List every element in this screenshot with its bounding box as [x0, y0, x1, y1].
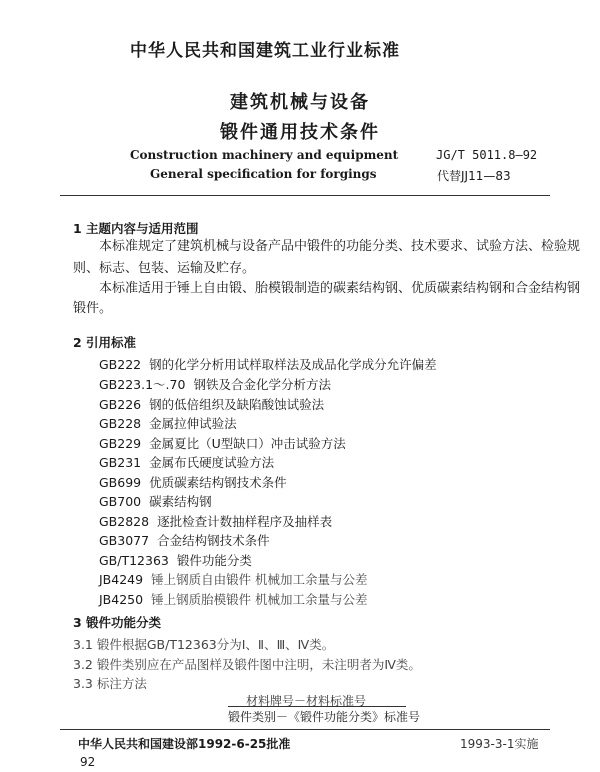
section-2-heading: 2 引用标准	[73, 335, 137, 350]
effective-date: 1993-3-1实施	[460, 737, 539, 751]
title-line-1: 建筑机械与设备	[230, 92, 370, 113]
reference-code: GB/T12363	[99, 553, 169, 568]
section-3-heading: 3 锻件功能分类	[73, 615, 162, 630]
reference-title: 锤上钢质胎模锻件 机械加工余量与公差	[151, 592, 368, 607]
reference-item	[99, 570, 368, 588]
reference-item	[99, 551, 252, 569]
reference-code: GB228	[99, 416, 142, 431]
section-1-p2-line2: 锻件。	[73, 301, 113, 316]
reference-title: 优质碳素结构钢技术条件	[149, 475, 287, 490]
reference-title: 钢的低倍组织及缺陷酸蚀试验法	[149, 397, 325, 412]
reference-title: 钢铁及合金化学分析方法	[193, 377, 331, 392]
reference-title: 金属布氏硬度试验方法	[149, 455, 275, 470]
clause-3-2: 3.2 锻件类别应在产品图样及锻件图中注明，未注明者为Ⅳ类。	[73, 657, 421, 672]
marking-format-line-2: 锻件类别－《锻件功能分类》标准号	[228, 710, 421, 724]
title-line-2: 锻件通用技术条件	[220, 122, 380, 143]
reference-code: GB222	[99, 357, 142, 372]
section-1-p1-line1: 本标准规定了建筑机械与设备产品中锻件的功能分类、技术要求、试验方法、检验规	[99, 239, 581, 254]
reference-item	[99, 453, 274, 471]
clause-3-1: 3.1 锻件根据GB/T12363分为Ⅰ、Ⅱ、Ⅲ、Ⅳ类。	[73, 637, 335, 652]
reference-item	[99, 355, 437, 373]
reference-title: 锻件功能分类	[176, 553, 252, 568]
reference-code: GB223.1～.70	[99, 377, 186, 392]
reference-code: GB700	[99, 494, 142, 509]
standard-code: JG/T 5011.8—92	[436, 148, 538, 162]
replaces-note: 代替JJ11—83	[437, 169, 511, 183]
approval-note: 中华人民共和国建设部1992-6-25批准	[78, 737, 291, 751]
standard-header: 中华人民共和国建筑工业行业标准	[130, 41, 400, 61]
reference-item	[99, 590, 368, 608]
reference-code: GB231	[99, 455, 142, 470]
footer-divider	[60, 729, 550, 730]
reference-title: 金属拉伸试验法	[149, 416, 237, 431]
reference-item	[99, 375, 331, 393]
reference-title: 碳素结构钢	[149, 494, 212, 509]
reference-code: GB229	[99, 436, 142, 451]
reference-code: GB226	[99, 397, 142, 412]
page-number: 92	[80, 755, 96, 769]
reference-title: 钢的化学分析用试样取样法及成品化学成分允许偏差	[149, 357, 437, 372]
reference-code: JB4250	[99, 592, 144, 607]
reference-item	[99, 512, 332, 530]
header-divider	[60, 195, 550, 196]
reference-item	[99, 414, 237, 432]
section-1-heading: 1 主题内容与适用范围	[73, 221, 199, 236]
english-title-line-2: General specification for forgings	[150, 167, 377, 181]
section-1-p2-line1: 本标准适用于锤上自由锻、胎模锻制造的碳素结构钢、优质碳素结构钢和合金结构钢	[99, 281, 581, 296]
reference-title: 合金结构钢技术条件	[157, 533, 270, 548]
clause-3-3: 3.3 标注方法	[73, 676, 147, 691]
reference-item	[99, 473, 287, 491]
reference-title: 逐批检查计数抽样程序及抽样表	[157, 514, 333, 529]
reference-item	[99, 434, 346, 452]
marking-format-divider	[228, 706, 406, 707]
english-title-line-1: Construction machinery and equipment	[130, 148, 399, 162]
reference-item	[99, 395, 324, 413]
reference-code: GB2828	[99, 514, 150, 529]
reference-title: 锤上钢质自由锻件 机械加工余量与公差	[151, 572, 368, 587]
reference-item	[99, 492, 212, 510]
reference-code: JB4249	[99, 572, 144, 587]
reference-item	[99, 531, 270, 549]
marking-format-line-1: 材料牌号－材料标准号	[246, 694, 367, 708]
reference-code: GB3077	[99, 533, 150, 548]
section-1-p1-line2: 则、标志、包装、运输及贮存。	[73, 261, 256, 276]
reference-code: GB699	[99, 475, 142, 490]
reference-title: 金属夏比（U型缺口）冲击试验方法	[149, 436, 346, 451]
